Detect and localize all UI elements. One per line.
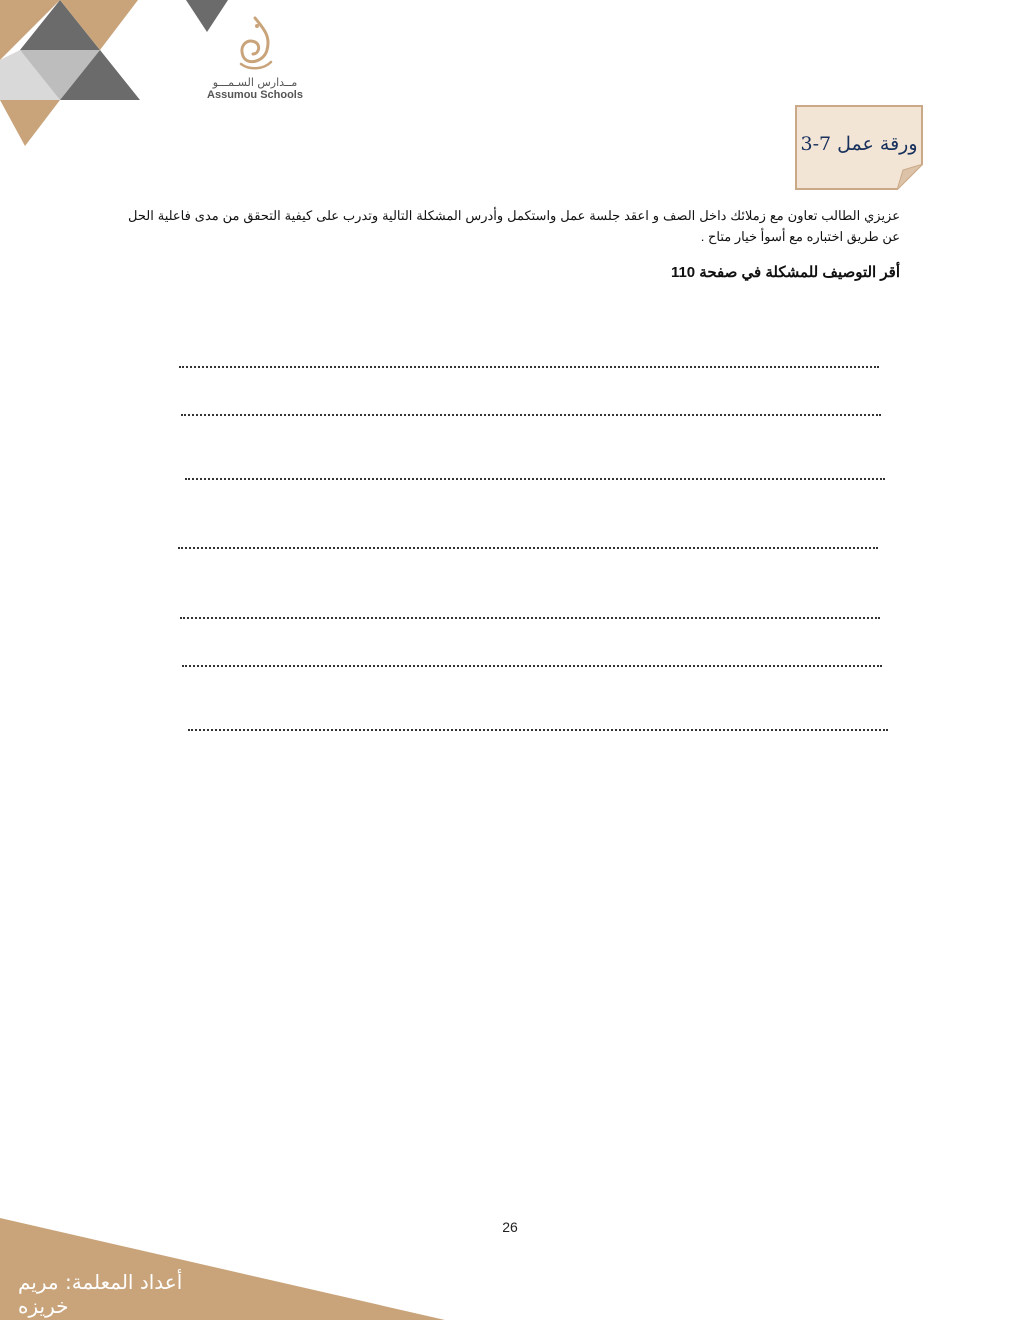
worksheet-tag (795, 105, 923, 190)
answer-line-6[interactable] (182, 665, 882, 667)
answer-line-3[interactable] (185, 478, 885, 480)
prepared-by-text: أعداد المعلمة: مريم خريزه (18, 1270, 183, 1318)
page-curl-icon (897, 164, 923, 190)
logo-arabic-text: مــدارس السـمـــو (212, 76, 298, 89)
answer-line-1[interactable] (179, 366, 879, 368)
answer-line-2[interactable] (181, 414, 881, 416)
answer-line-5[interactable] (180, 617, 880, 619)
calligraphy-logo-icon (233, 14, 277, 74)
school-logo (200, 14, 310, 101)
worksheet-tag-label: ورقة عمل 7-3 (800, 133, 918, 155)
tan-triangle-bottom (0, 100, 60, 146)
intro-paragraph: عزيزي الطالب تعاون مع زملائك داخل الصف و اعقد جلسة عمل واستكمل وأدرس المشكلة التالية وتدرب على كيفية التحقق من مدى فاعلية الحل عن طريق اختباره مع أسوأ خيار متاح . (128, 208, 900, 244)
page-number: 26 (502, 1219, 518, 1235)
task-heading: أقر التوصيف للمشكلة في صفحة 110 (670, 264, 900, 281)
answer-line-4[interactable] (178, 547, 878, 549)
answer-line-7[interactable] (188, 729, 888, 731)
logo-english-text: Assumou Schools (207, 89, 303, 101)
